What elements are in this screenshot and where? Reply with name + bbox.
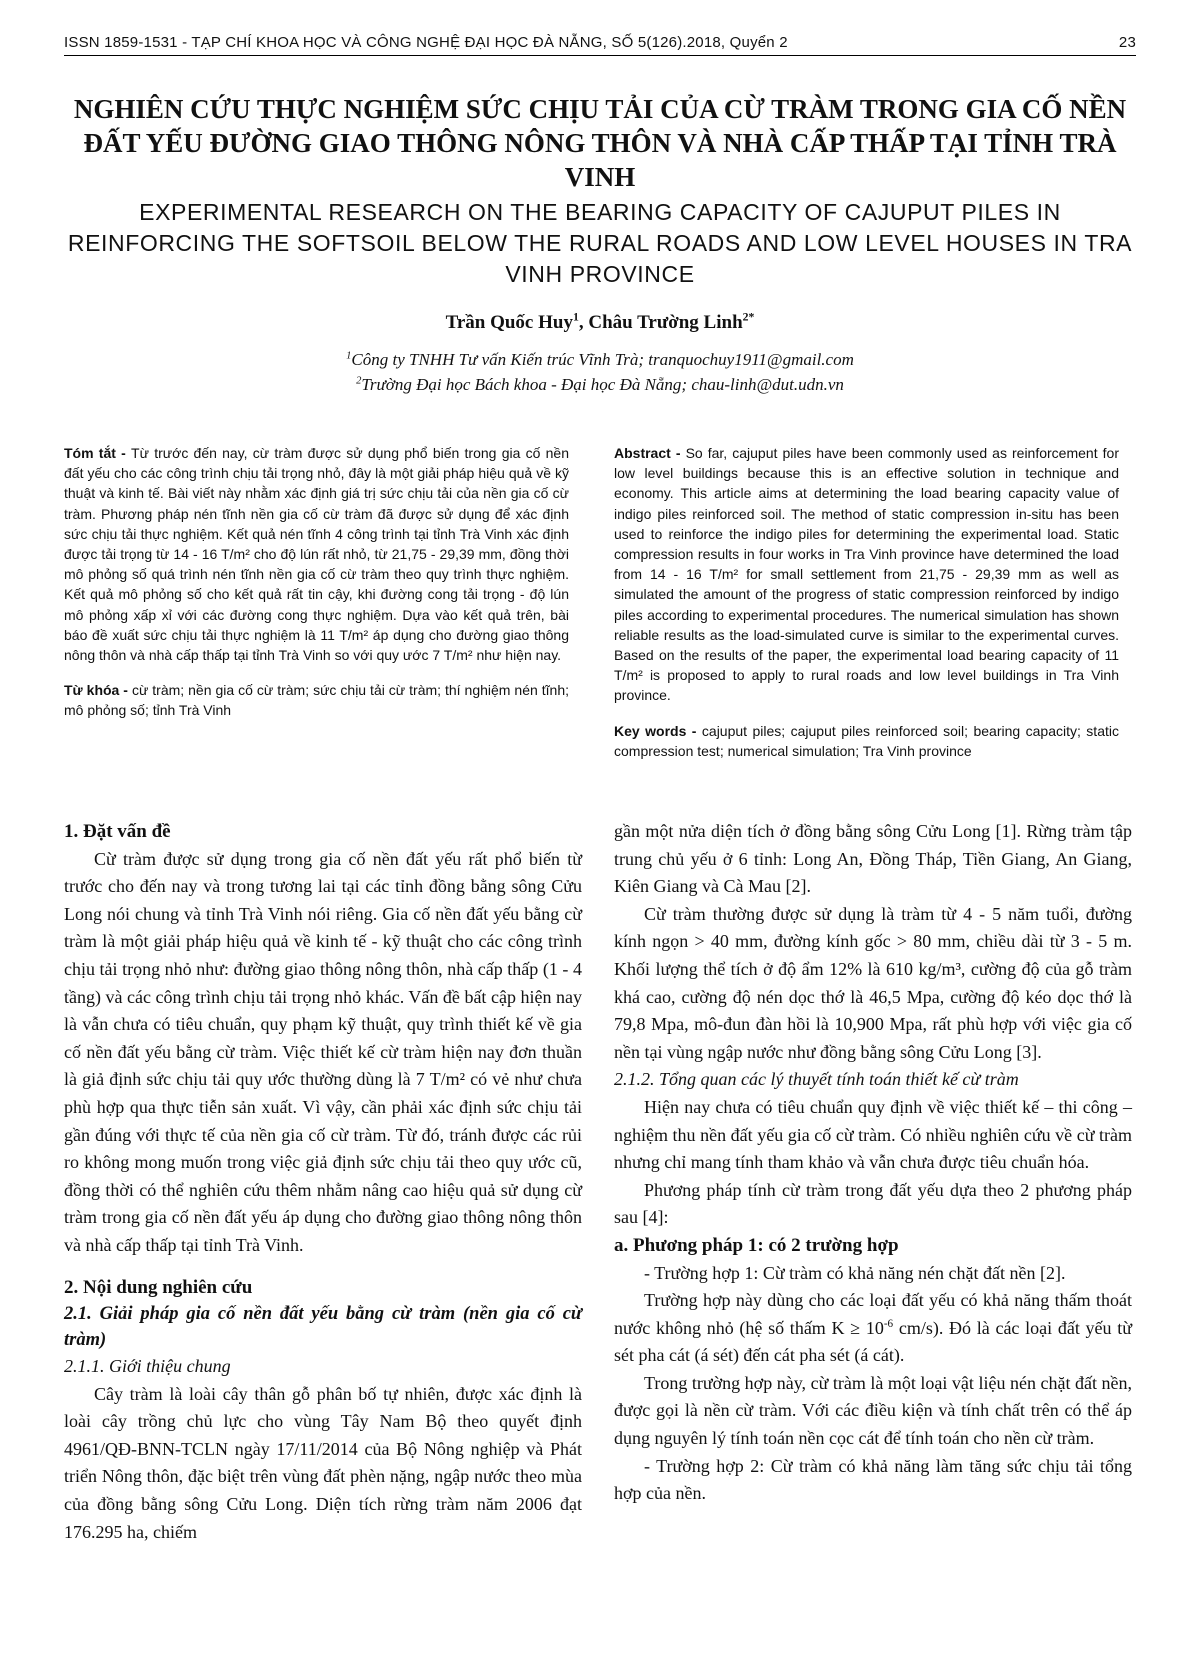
affiliation: [64, 375, 1136, 395]
keywords-label: Từ khóa -: [64, 682, 132, 699]
body-paragraph: Cừ tràm thường được sử dụng là tràm từ 4 - 5 năm tuổi, đường kính ngọn > 40 mm, đường kính gốc > 80 mm, chiều dài từ 3 - 5 m. Khối lượng thể tích ở độ ẩm 12% là 610 kg/m³, cường độ của gỗ tràm khá cao, cường độ nén dọc thớ là 46,5 Mpa, cường độ kéo dọc thớ là 79,8 Mpa, mô-đun đàn hồi là 10,900 Mpa, rất phù hợp với việc gia cố nền tại vùng ngập nước như đồng bằng sông Cửu Long [3].: [614, 903, 1132, 1062]
case1-text-start: Trường hợp này dùng cho các loại đất yếu có khả năng thấm thoát nước không nhỏ (hệ số thấm K ≥ 10: [614, 1290, 1132, 1338]
abstract-paragraph: [64, 443, 569, 665]
body-paragraph: Hiện nay chưa có tiêu chuẩn quy định về việc thiết kế – thi công – nghiệm thu nền đất yếu gia cố cừ tràm. Có nhiều nghiên cứu về cừ tràm nhưng chỉ mang tính tham khảo và vẫn chưa được tiêu chuẩn hóa.: [614, 1096, 1132, 1173]
method-heading: a. Phương pháp 1: có 2 trường hợp: [614, 1234, 899, 1256]
abstract-label: Tóm tắt -: [64, 445, 132, 461]
journal-line: ISSN 1859-1531 - TẠP CHÍ KHOA HỌC VÀ CÔNG NGHỆ ĐẠI HỌC ĐÀ NẴNG, SỐ 5(126).2018, Quyển 2: [64, 34, 788, 51]
abstract-vietnamese: [64, 443, 569, 736]
keywords-label: Key words -: [614, 722, 702, 739]
author-affiliation-mark: 1: [572, 310, 579, 324]
running-head: [64, 34, 1136, 56]
body-paragraph: Trong trường hợp này, cừ tràm là một loại vật liệu nén chặt đất nền, được gọi là nền cừ tràm. Với các điều kiện và tính chất trên có thể áp dụng nguyên lý tính toán nền cọc cát để tính toán cho nền cừ tràm.: [614, 1372, 1132, 1449]
author-name: Trần Quốc Huy: [445, 312, 573, 333]
body-paragraph: [614, 1287, 1132, 1370]
affiliation-mark: 1: [346, 350, 352, 362]
subsubsection-heading: 2.1.1. Giới thiệu chung: [64, 1356, 231, 1377]
exponent: -6: [883, 1317, 894, 1330]
author-name: Châu Trường Linh: [588, 312, 743, 333]
abstract-label: Abstract -: [614, 445, 686, 461]
case-intro: - Trường hợp 2: Cừ tràm có khả năng làm tăng sức chịu tải tổng hợp của nền.: [614, 1455, 1132, 1504]
title-english: EXPERIMENTAL RESEARCH ON THE BEARING CAPACITY OF CAJUPUT PILES IN REINFORCING THE SOFTSOIL BELOW THE RURAL ROADS AND LOW LEVEL HOUSES IN TRA VINH PROVINCE: [67, 199, 1133, 287]
abstract-text: Từ trước đến nay, cừ tràm được sử dụng phổ biến trong gia cố nền đất yếu cho các công trình chịu tải trọng nhỏ, đây là một giải pháp hiệu quả về kỹ thuật và kinh tế. Bài viết này nhằm xác định giá trị sức chịu tải của nền gia cố cừ tràm. Phương pháp nén tĩnh nền gia cố cừ tràm đã được sử dụng để xác định sức chịu tải thực nghiệm. Kết quả nén tĩnh 4 công trình tại tỉnh Trà Vinh xác định được tải trọng từ 14 - 16 T/m² cho độ lún rất nhỏ, từ 21,75 - 29,39 mm, đồng thời mô phỏng số quá trình nén tĩnh nền gia cố cừ tràm theo quy trình thực nghiệm. Kết quả mô phỏng số cho kết quả rất tin cậy, khi đường cong tải trọng - độ lún mô phỏng xấp xỉ với các đường cong thực nghiệm. Dựa vào kết quả trên, bài báo đề xuất sức chịu tải thực nghiệm là 11 T/m² áp dụng cho đường giao thông nông thôn và nhà cấp thấp tại tỉnh Trà Vinh so với quy ước 7 T/m² như hiện nay.: [64, 445, 569, 664]
keywords-paragraph: [64, 680, 569, 720]
keywords-paragraph: [614, 721, 1119, 761]
body-paragraph: Cừ tràm được sử dụng trong gia cố nền đất yếu rất phổ biến từ trước cho đến nay và trong tương lai tại các tỉnh đồng bằng sông Cửu Long nói chung và tỉnh Trà Vinh nói riêng. Gia cố nền đất yếu bằng cừ tràm là một giải pháp hiệu quả về kinh tế - kỹ thuật cho các công trình chịu tải trọng nhỏ như: đường giao thông nông thôn, nhà cấp thấp (1 - 4 tầng) và các công trình chịu tải trọng nhỏ khác. Vấn đề bất cập hiện nay là vẫn chưa có tiêu chuẩn, quy phạm kỹ thuật, quy trình thiết kế về gia cố nền đất yếu bằng cừ tràm. Việc thiết kế cừ tràm hiện nay đơn thuần là giả định sức chịu tải quy ước thường dùng là 7 T/m² có vẻ như chưa phù hợp qua thực tiễn sản xuất. Vì vậy, cần phải xác định sức chịu tải gần đúng với thực tế của nền gia cố cừ tràm. Từ đó, tránh được các rủi ro không mong muốn trong việc giả định sức chịu tải theo quy ước cũ, đồng thời có thể nghiên cứu thêm nhằm nâng cao hiệu quả sử dụng cừ tràm trong gia cố nền đất yếu áp dụng cho đường giao thông nông thôn và nhà cấp thấp tại tỉnh Trà Vinh.: [64, 848, 582, 1255]
body-paragraph: gần một nửa diện tích ở đồng bằng sông Cửu Long [1]. Rừng tràm tập trung chủ yếu ở 6 tỉnh: Long An, Đồng Tháp, Tiền Giang, An Giang, Kiên Giang và Cà Mau [2].: [614, 821, 1132, 897]
author-list: [64, 312, 1136, 334]
subsubsection-heading: 2.1.2. Tổng quan các lý thuyết tính toán thiết kế cừ tràm: [614, 1069, 1019, 1090]
title-vietnamese: NGHIÊN CỨU THỰC NGHIỆM SỨC CHỊU TẢI CỦA CỪ TRÀM TRONG GIA CỐ NỀN ĐẤT YẾU ĐƯỜNG GIAO THÔNG NÔNG THÔN VÀ NHÀ CẤP THẤP TẠI TỈNH TRÀ VINH: [73, 94, 1127, 192]
keywords-text: cajuput piles; cajuput piles reinforced soil; bearing capacity; static compression test; numerical simulation; Tra Vinh province: [614, 722, 1119, 759]
abstract-text: So far, cajuput piles have been commonly used as reinforcement for low level buildings because this is an effective solution in technique and economy. This article aims at determining the load bearing capacity value of indigo piles reinforced soil. The method of static compression in-situ has been used to reinforce the indigo piles for determining the experimental load. Static compression results in four works in Tra Vinh province have determined the load from 14 - 16 T/m² for small settlement from 21,75 - 29,39 mm as well as simulated the amount of the progress of static compression reinforced by indigo piles according to experimental procedures. The numerical simulation has shown reliable results as the load-simulated curve is similar to the experimental curves. Based on the results of the paper, the experimental load bearing capacity of 11 T/m² is proposed to apply to rural roads and low level buildings in Tra Vinh province.: [614, 445, 1119, 704]
affiliation-mark: 2: [356, 375, 362, 387]
case1-text-end: cm/s). Đó là các loại đất yếu từ sét pha cát (á sét) đến cát pha sét (á cát).: [614, 1317, 1132, 1366]
author-affiliation-mark: 2*: [742, 310, 755, 324]
affiliation-text: Công ty TNHH Tư vấn Kiến trúc Vĩnh Trà; tranquochuy1911@gmail.com: [351, 350, 854, 369]
affiliation-text: Trường Đại học Bách khoa - Đại học Đà Nẵng; chau-linh@dut.udn.vn: [361, 375, 844, 394]
page-number: 23: [1118, 34, 1136, 51]
body-column-left: [64, 818, 582, 1546]
body-column-right: [614, 818, 1132, 1508]
section-heading: 1. Đặt vấn đề: [64, 821, 171, 842]
abstract-english: [614, 443, 1119, 776]
subsection-heading: 2.1. Giải pháp gia cố nền đất yếu bằng cừ tràm (nền gia cố cừ tràm): [64, 1304, 582, 1351]
section-heading: 2. Nội dung nghiên cứu: [64, 1276, 253, 1298]
author-separator: ,: [578, 312, 589, 333]
affiliation: [64, 350, 1136, 370]
body-paragraph: Cây tràm là loài cây thân gỗ phân bố tự nhiên, được xác định là loài cây trồng chủ lực cho vùng Tây Nam Bộ theo quyết định 4961/QĐ-BNN-TCLN ngày 17/11/2014 của Bộ Nông nghiệp và Phát triển Nông thôn, đặc biệt trên vùng đất phèn nặng, ngập nước theo mùa của đồng bằng sông Cửu Long. Diện tích rừng tràm năm 2006 đạt 176.295 ha, chiếm: [64, 1383, 582, 1542]
keywords-text: cừ tràm; nền gia cố cừ tràm; sức chịu tải cừ tràm; thí nghiệm nén tĩnh; mô phỏng số; tỉnh Trà Vinh: [64, 682, 569, 719]
case-intro: - Trường hợp 1: Cừ tràm có khả năng nén chặt đất nền [2].: [644, 1262, 1066, 1283]
abstract-paragraph: [614, 443, 1119, 706]
body-paragraph: Phương pháp tính cừ tràm trong đất yếu dựa theo 2 phương pháp sau [4]:: [614, 1179, 1132, 1228]
